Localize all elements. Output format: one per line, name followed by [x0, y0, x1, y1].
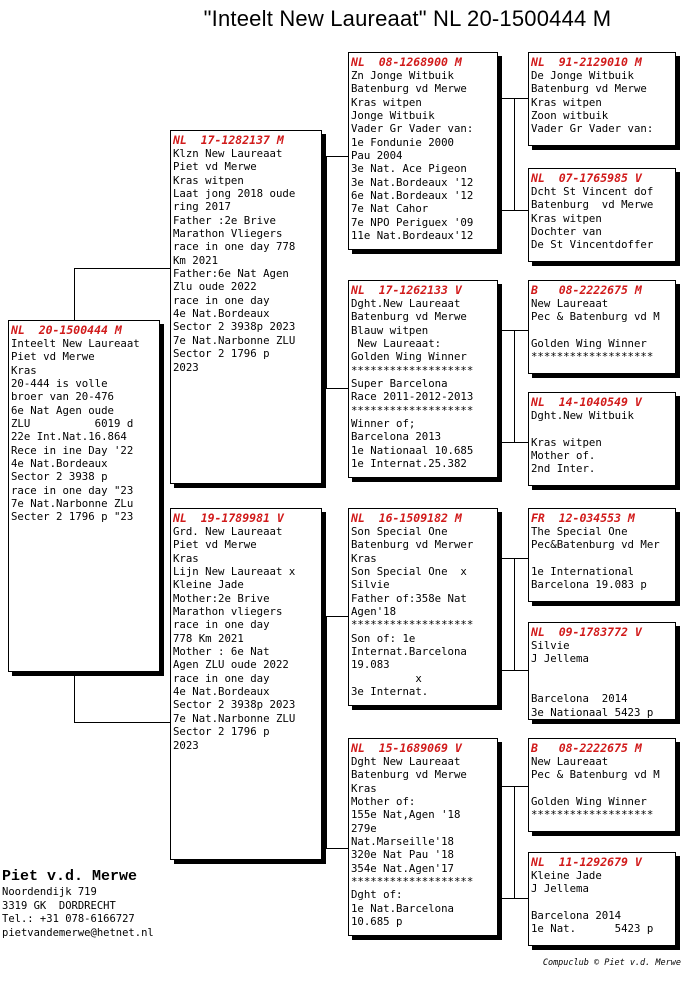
description-line: broer van 20-476 — [11, 390, 114, 404]
pigeon-card-sds — [528, 280, 676, 374]
description-line: Kras — [351, 551, 377, 565]
description-line — [531, 422, 675, 435]
description-line: Km 2021 — [173, 253, 219, 267]
description-line: Zn Jonge Witbuik — [351, 69, 454, 82]
description-line: race in one day "23 — [11, 483, 134, 497]
description-line: Marathon Vliegers — [173, 227, 283, 241]
pigeon-description — [173, 147, 321, 374]
connector — [500, 898, 528, 899]
ring-number: NL 14-1040549 V — [531, 395, 642, 409]
ring-number: NL 19-1789981 V — [173, 511, 284, 525]
description-line: 2023 — [173, 738, 199, 752]
description-line: 2nd Inter. — [531, 462, 596, 476]
pigeon-card-dss — [528, 508, 676, 602]
description-line: 3e Nationaal 5423 p — [531, 705, 654, 719]
connector — [326, 616, 327, 848]
description-line: Dght.New Laureaat — [351, 297, 461, 310]
description-line: x — [351, 671, 422, 685]
owner-phone: Tel.: +31 078-6166727 — [2, 913, 135, 925]
description-line: Pec & Batenburg vd M — [531, 310, 660, 324]
pigeon-description — [173, 525, 321, 752]
description-line: ******************* — [351, 363, 474, 377]
description-line: Nat.Marseille'18 — [351, 835, 454, 849]
description-line: Batenburg vd Merwer — [351, 538, 474, 552]
ring-number: FR 12-034553 M — [531, 511, 635, 525]
connector — [514, 98, 515, 210]
description-line: Son Special One x — [351, 565, 467, 579]
description-line: Pau 2004 — [351, 149, 403, 163]
description-line: 10.685 p — [351, 915, 403, 929]
description-line — [531, 782, 675, 795]
description-line: Sector 2 1796 p — [173, 725, 270, 739]
description-line: Batenburg vd Merwe — [531, 198, 654, 212]
description-line: Kras witpen — [531, 95, 602, 109]
description-line: Kras witpen — [531, 211, 602, 225]
pigeon-card-sss — [528, 52, 676, 146]
owner-name: Piet v.d. Merwe — [2, 868, 138, 885]
connector — [322, 616, 348, 617]
description-line: Pec & Batenburg vd M — [531, 768, 660, 782]
pigeon-description — [531, 409, 675, 476]
pigeon-card-dam — [170, 508, 322, 860]
description-line: Barcelona 19.083 p — [531, 578, 647, 592]
pigeon-description — [351, 297, 497, 470]
connector — [514, 558, 515, 670]
description-line: Dcht St Vincent dof — [531, 185, 654, 198]
description-line: 22e Int.Nat.16.864 — [11, 430, 127, 444]
pigeon-description — [531, 869, 675, 936]
description-line: Marathon vliegers — [173, 605, 283, 619]
description-line: Pec&Batenburg vd Mer — [531, 538, 660, 552]
description-line: Mother : 6e Nat — [173, 645, 270, 659]
description-line: ******************* — [351, 875, 474, 889]
description-line: Sector 2 1796 p — [173, 347, 270, 361]
pigeon-card-ssd — [528, 168, 676, 262]
description-line: 1e Nat.Barcelona — [351, 901, 454, 915]
description-line: Klzn New Laureaat — [173, 147, 283, 160]
description-line: 3e Nat.Bordeaux '12 — [351, 175, 474, 189]
description-line: Rece in ine Day '22 — [11, 443, 134, 457]
description-line: 3e Internat. — [351, 685, 429, 699]
description-line: Piet vd Merwe — [11, 350, 95, 364]
description-line: 1e Nat. 5423 p — [531, 922, 654, 936]
description-line: ******************* — [351, 618, 474, 632]
pigeon-card-dsd — [528, 622, 676, 720]
description-line: 279e — [351, 821, 377, 835]
pigeon-card-dam-sire — [348, 508, 498, 706]
description-line: Father of:358e Nat — [351, 591, 467, 605]
description-line: 20-444 is volle — [11, 377, 108, 391]
connector — [500, 442, 528, 443]
pigeon-description — [531, 755, 675, 822]
connector — [74, 722, 170, 723]
pigeon-description — [531, 297, 675, 364]
description-line: Agen ZLU oude 2022 — [173, 658, 289, 672]
description-line: 4e Nat.Bordeaux — [173, 685, 270, 699]
description-line: 2023 — [173, 360, 199, 374]
description-line: ZLU 6019 d — [11, 417, 134, 431]
description-line: De St Vincentdoffer — [531, 238, 654, 252]
description-line: Batenburg vd Merwe — [351, 82, 467, 96]
description-line: race in one day 778 — [173, 240, 296, 254]
description-line: J Jellema — [531, 882, 589, 896]
description-line — [531, 666, 675, 679]
description-line: 7e Nat.Narbonne ZLU — [173, 711, 296, 725]
pigeon-description — [351, 525, 497, 698]
description-line — [531, 679, 675, 692]
pigeon-description — [11, 337, 159, 524]
description-line: Jonge Witbuik — [351, 109, 435, 123]
description-line: Grd. New Laureaat — [173, 525, 283, 538]
pigeon-card-sdd — [528, 392, 676, 486]
connector — [322, 156, 348, 157]
ring-number: NL 15-1689069 V — [351, 741, 462, 755]
description-line: Blauw witpen — [351, 323, 429, 337]
connector — [74, 268, 170, 269]
description-line: Inteelt New Laureaat — [11, 337, 140, 350]
pigeon-card-subject — [8, 320, 160, 672]
description-line: Golden Wing Winner — [351, 350, 467, 364]
description-line: Golden Wing Winner — [531, 337, 647, 351]
description-line: Vader Gr Vader van: — [531, 122, 654, 136]
connector — [500, 558, 528, 559]
description-line — [531, 324, 675, 337]
owner-address: Noordendijk 719 — [2, 886, 97, 898]
description-line: 7e Nat.Narbonne ZLu — [11, 497, 134, 511]
description-line: Internat.Barcelona — [351, 645, 467, 659]
description-line: Zlu oude 2022 — [173, 280, 257, 294]
description-line: Mother:2e Brive — [173, 591, 270, 605]
description-line: 354e Nat.Agen'17 — [351, 861, 454, 875]
description-line — [531, 896, 675, 909]
ring-number: B 08-2222675 M — [531, 283, 642, 297]
description-line: De Jonge Witbuik — [531, 69, 634, 82]
description-line: New Laureaat: — [351, 337, 442, 351]
description-line: Race 2011-2012-2013 — [351, 390, 474, 404]
description-line: Golden Wing Winner — [531, 795, 647, 809]
description-line — [531, 552, 675, 565]
description-line: Son of: 1e — [351, 631, 416, 645]
description-line: Batenburg vd Merwe — [351, 310, 467, 324]
description-line: New Laureaat — [531, 755, 609, 768]
pigeon-description — [351, 755, 497, 928]
description-line: 7e Nat.Narbonne ZLU — [173, 333, 296, 347]
description-line: Kleine Jade — [531, 869, 602, 882]
description-line: race in one day — [173, 293, 270, 307]
description-line: Super Barcelona — [351, 377, 448, 391]
description-line: Silvie — [531, 639, 570, 652]
description-line: Mother of. — [531, 449, 596, 463]
description-line: Father :2e Brive — [173, 213, 276, 227]
owner-info — [2, 868, 154, 940]
description-line: Dght New Laureaat — [351, 755, 461, 768]
ring-number: NL 91-2129010 M — [531, 55, 642, 69]
pigeon-card-sire-dam — [348, 280, 498, 478]
pigeon-card-sire — [170, 130, 322, 484]
description-line: 155e Nat,Agen '18 — [351, 808, 461, 822]
pigeon-description — [531, 69, 675, 136]
description-line: New Laureaat — [531, 297, 609, 310]
pigeon-description — [531, 639, 675, 719]
description-line: ring 2017 — [173, 200, 231, 214]
connector — [322, 388, 348, 389]
description-line: 778 Km 2021 — [173, 631, 244, 645]
description-line: 4e Nat.Bordeaux — [173, 307, 270, 321]
connector — [514, 786, 515, 898]
connector — [500, 330, 528, 331]
ring-number: NL 16-1509182 M — [351, 511, 462, 525]
description-line: Sector 2 3938p 2023 — [173, 698, 296, 712]
description-line: Son Special One — [351, 525, 448, 538]
description-line: Dochter van — [531, 225, 602, 239]
description-line: 11e Nat.Bordeaux'12 — [351, 229, 474, 243]
description-line: The Special One — [531, 525, 628, 538]
description-line: J Jellema — [531, 652, 589, 666]
description-line: 6e Nat.Bordeaux '12 — [351, 189, 474, 203]
description-line: Kras witpen — [531, 435, 602, 449]
ring-number: NL 11-1292679 V — [531, 855, 642, 869]
pigeon-description — [531, 525, 675, 592]
description-line: Kras — [351, 781, 377, 795]
ring-number: NL 07-1765985 V — [531, 171, 642, 185]
description-line: Zoon witbuik — [531, 109, 609, 123]
connector — [326, 156, 327, 388]
ring-number: NL 08-1268900 M — [351, 55, 462, 69]
footer-credit: Compuclub © Piet v.d. Merwe — [542, 958, 681, 968]
description-line: 1e Fondunie 2000 — [351, 135, 454, 149]
pigeon-card-dds — [528, 738, 676, 832]
connector — [514, 330, 515, 442]
description-line: ******************* — [351, 403, 474, 417]
description-line: Batenburg vd Merwe — [351, 768, 467, 782]
description-line: 4e Nat.Bordeaux — [11, 457, 108, 471]
description-line: 3e Nat. Ace Pigeon — [351, 162, 467, 176]
description-line: Lijn New Laureaat x — [173, 565, 296, 579]
description-line: 1e Internat.25.382 — [351, 457, 467, 471]
description-line: Barcelona 2014 — [531, 692, 628, 706]
connector — [500, 786, 528, 787]
description-line: Agen'18 — [351, 605, 397, 619]
description-line: Father:6e Nat Agen — [173, 267, 289, 281]
connector — [500, 670, 528, 671]
description-line: 1e Nationaal 10.685 — [351, 443, 474, 457]
description-line: Kleine Jade — [173, 578, 244, 592]
description-line: Kras witpen — [173, 173, 244, 187]
description-line: 19.083 — [351, 658, 390, 672]
pigeon-card-ddd — [528, 852, 676, 946]
description-line: 1e International — [531, 565, 634, 579]
description-line: race in one day — [173, 618, 270, 632]
description-line: Batenburg vd Merwe — [531, 82, 647, 96]
description-line: Vader Gr Vader van: — [351, 122, 474, 136]
description-line: Dght of: — [351, 888, 403, 902]
description-line: Kras — [173, 551, 199, 565]
description-line: Barcelona 2014 — [531, 909, 622, 923]
description-line: ******************* — [531, 808, 654, 822]
pedigree-title: "Inteelt New Laureaat" NL 20-1500444 M — [203, 6, 612, 31]
description-line: Kras witpen — [351, 95, 422, 109]
description-line: 320e Nat Pau '18 — [351, 848, 454, 862]
connector — [322, 848, 348, 849]
description-line: Dght.New Witbuik — [531, 409, 634, 422]
pigeon-card-sire-sire — [348, 52, 498, 250]
connector — [500, 210, 528, 211]
description-line: Winner of; — [351, 417, 416, 431]
description-line: 7e Nat Cahor — [351, 202, 429, 216]
ring-number: B 08-2222675 M — [531, 741, 642, 755]
description-line: race in one day — [173, 671, 270, 685]
description-line: ******************* — [531, 350, 654, 364]
ring-number: NL 09-1783772 V — [531, 625, 642, 639]
owner-email: pietvandemerwe@hetnet.nl — [2, 926, 154, 939]
description-line: Laat jong 2018 oude — [173, 187, 296, 201]
description-line: Sector 2 3938p 2023 — [173, 320, 296, 334]
description-line: Mother of: — [351, 795, 416, 809]
ring-number: NL 17-1262133 V — [351, 283, 462, 297]
pigeon-description — [351, 69, 497, 242]
owner-city: 3319 GK DORDRECHT — [2, 899, 116, 912]
description-line: 7e NPO Periguex '09 — [351, 215, 474, 229]
pigeon-card-dam-dam — [348, 738, 498, 936]
description-line: Sector 2 3938 p — [11, 470, 108, 484]
description-line: Kras — [11, 363, 37, 377]
connector — [500, 98, 528, 99]
description-line: Piet vd Merwe — [173, 538, 257, 552]
pigeon-description — [531, 185, 675, 252]
description-line: Piet vd Merwe — [173, 160, 257, 174]
ring-number: NL 17-1282137 M — [173, 133, 284, 147]
description-line: Silvie — [351, 578, 390, 592]
description-line: Secter 2 1796 p "23 — [11, 510, 134, 524]
description-line: 6e Nat Agen oude — [11, 403, 114, 417]
ring-number: NL 20-1500444 M — [11, 323, 122, 337]
description-line: Barcelona 2013 — [351, 430, 442, 444]
